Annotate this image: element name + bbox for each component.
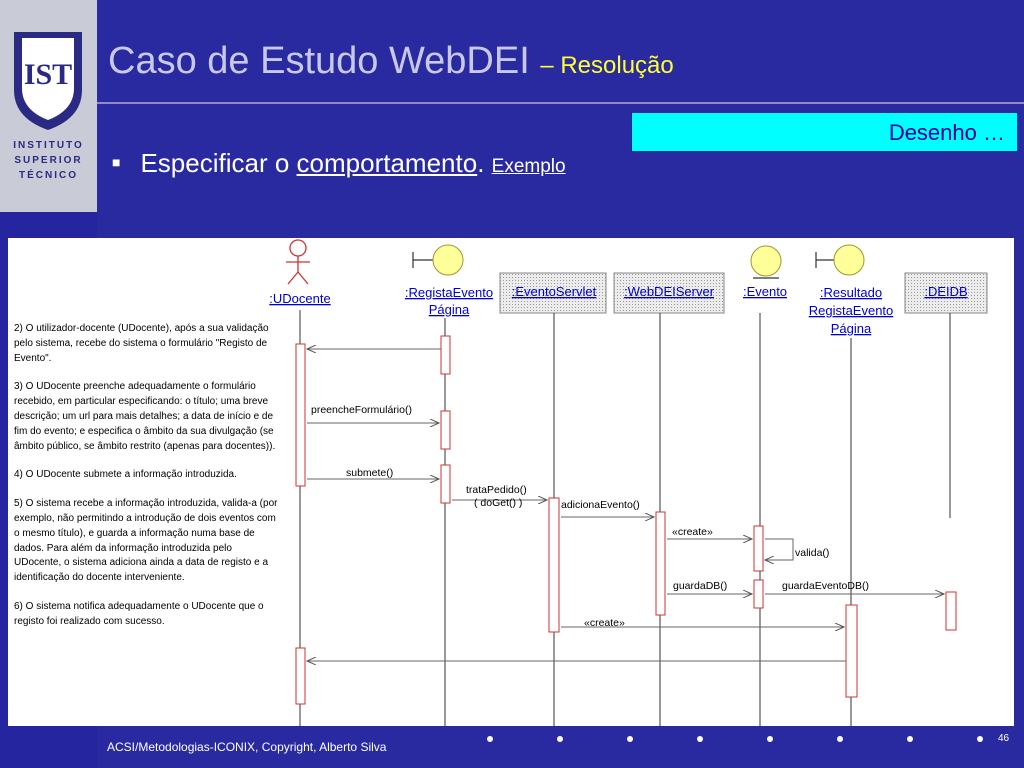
boundary-label-line: :RegistaEvento — [404, 285, 494, 300]
activation-bar — [846, 605, 857, 697]
dot-icon — [767, 736, 773, 742]
actor-udocente — [269, 240, 330, 306]
note-paragraph: 6) O sistema notifica adequadamente o UDocente que o registo foi realizado com sucesso. — [14, 600, 264, 627]
title-divider — [97, 102, 1024, 104]
scenario-notes — [14, 322, 278, 644]
bullet-item — [112, 148, 566, 179]
message-label: guardaDB() — [673, 580, 728, 592]
dot-icon — [837, 736, 843, 742]
boundary-icon — [834, 245, 864, 275]
message-label: submete() — [346, 467, 394, 479]
logo-line: INSTITUTO — [13, 140, 84, 151]
slide-title — [108, 40, 674, 83]
institution-logo — [0, 0, 97, 212]
activation-bar — [296, 344, 305, 486]
boundary-label-line: Página — [428, 302, 470, 317]
logo-line: SUPERIOR — [14, 155, 83, 166]
message-label: trataPedido() — [466, 484, 527, 496]
note-paragraph: 5) O sistema recebe a informação introduzida, valida-a (por exemplo, não permitindo a introdução de dois eventos com o mesmo título), e guarda a informação numa base de dados. Para além da informação introduzida pelo UDocente, o sistema adiciona ainda a data de registo e a identificação do docente interveniente. — [14, 498, 278, 584]
logo-text — [0, 138, 97, 183]
class-webdeiserver — [614, 273, 724, 313]
activation-bar — [296, 648, 305, 704]
dot-icon — [627, 736, 633, 742]
message-label: guardaEventoDB() — [782, 580, 869, 592]
entity-icon — [751, 246, 781, 276]
activation-bar — [549, 498, 559, 632]
bullet-period: . — [477, 148, 485, 178]
boundary-resultado-registaevento-pagina — [809, 245, 894, 336]
entity-evento — [743, 246, 787, 299]
message-label: «create» — [584, 617, 625, 629]
boundary-regista-evento-pagina — [405, 245, 493, 317]
footer-text: ACSI/Metodologias-ICONIX, Copyright, Alberto Silva — [107, 740, 387, 754]
bullet-prefix: Especificar o — [140, 148, 290, 178]
bullet-square-icon: ■ — [112, 154, 121, 170]
class-label: :EventoServlet — [511, 284, 597, 299]
section-label-box: Desenho … — [631, 112, 1018, 152]
title-subtitle: – Resolução — [540, 52, 674, 79]
boundary-label-line: :Resultado — [819, 285, 883, 300]
boundary-label-line: Página — [830, 321, 872, 336]
class-label: :WebDEIServer — [623, 284, 715, 299]
message-label: adicionaEvento() — [561, 499, 640, 511]
shield-logo-icon — [0, 0, 97, 135]
message-label: «create» — [672, 526, 713, 538]
dot-icon — [907, 736, 913, 742]
comportamento-link[interactable]: comportamento — [296, 148, 478, 178]
message-label: ( doGet() ) — [474, 497, 523, 509]
dot-icon — [977, 736, 983, 742]
note-paragraph: 3) O UDocente preenche adequadamente o formulário recebido, em particular especificando: o título; uma breve descrição; um url para mais detalhes; a data de início e de fim do evento; e especifica o âmbito da sua divulgação (se âmbito público, se âmbito restrito (apenas para docentes)). — [14, 381, 276, 452]
activation-bar — [754, 526, 763, 571]
actor-label: :UDocente — [269, 291, 331, 306]
self-message-arrow — [765, 539, 793, 560]
activation-bar — [946, 592, 956, 630]
dot-icon — [697, 736, 703, 742]
actor-icon — [290, 240, 306, 256]
activation-bar — [441, 411, 450, 449]
logo-line: TÉCNICO — [19, 170, 78, 181]
entity-label: :Evento — [742, 284, 788, 299]
sequence-diagram — [8, 238, 1014, 726]
exemplo-link[interactable]: Exemplo — [491, 156, 566, 177]
activation-bar — [754, 580, 763, 608]
message-label: valida() — [795, 547, 830, 559]
activation-bars — [296, 336, 956, 704]
page-number: 46 — [998, 733, 1010, 744]
note-paragraph: 2) O utilizador-docente (UDocente), após a sua validação pelo sistema, recebe do sistema o formulário "Registo de Evento". — [14, 323, 269, 364]
class-deidb — [905, 273, 987, 313]
footer-dots — [480, 736, 1000, 752]
class-eventoservlet — [500, 273, 606, 313]
activation-bar — [656, 512, 665, 615]
logo-mark: IST — [23, 58, 73, 91]
activation-bar — [441, 465, 450, 503]
note-paragraph: 4) O UDocente submete a informação introduzida. — [14, 469, 237, 481]
title-main: Caso de Estudo WebDEI — [108, 40, 530, 82]
activation-bar — [441, 336, 450, 374]
dot-icon — [487, 736, 493, 742]
boundary-icon — [433, 245, 463, 275]
message-label: preencheFormulário() — [311, 404, 412, 416]
class-label: :DEIDB — [924, 284, 968, 299]
boundary-label-line: RegistaEvento — [808, 303, 894, 318]
dot-icon — [557, 736, 563, 742]
